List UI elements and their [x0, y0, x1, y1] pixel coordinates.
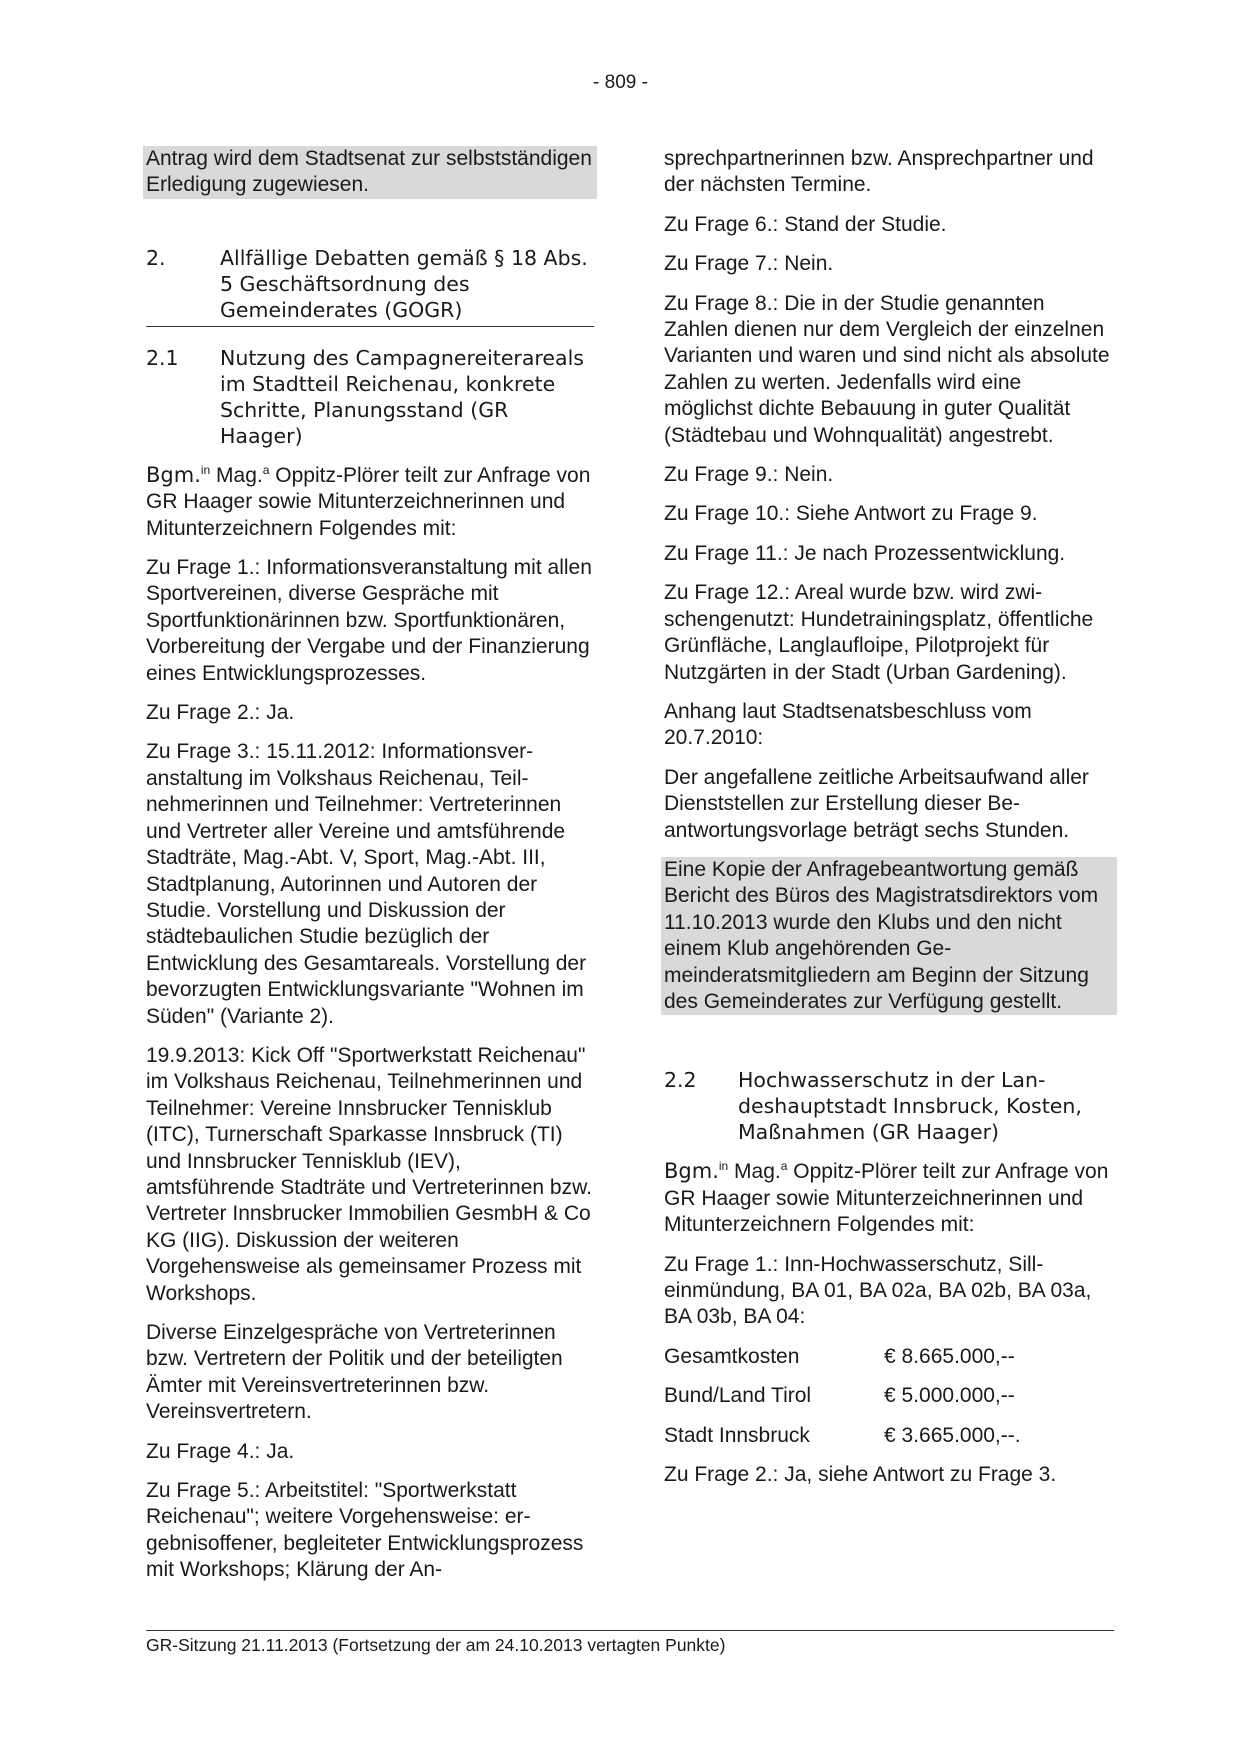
answer-paragraph: Der angefallene zeitliche Arbeitsaufwand aller Dienststellen zur Erstellung dieser Beantwortungsvorlage beträgt sechs Stunden.: [664, 765, 1089, 842]
answer-paragraph: Zu Frage 9.: Nein.: [664, 463, 834, 487]
assignment-note: Antrag wird dem Stadtsenat zur selbstständigen Erledigung zugewiesen.: [143, 146, 597, 199]
section-heading-2-1: [146, 345, 594, 449]
section-title: Allfällige Debatten gemäß § 18 Abs. 5 Geschäftsordnung des Gemeinderates (GOGR): [220, 245, 588, 322]
answer-paragraph: Zu Frage 8.: Die in der Studie genannten Zahlen dienen nur dem Vergleich der einzelnen Varianten und waren und sind nicht als absolute Zahlen zu werten. Jedenfalls wird eine möglichst dichte Bebauung in guter Qualität (Städtebau und Wohnqualität) angestrebt.: [664, 291, 1110, 447]
intro-paragraph: Bgm.$^{in}$ Mag.$^a$ Oppitz-Plörer teilt zur Anfrage von GR Haager sowie Mitunterzeichnerinnen und Mitunterzeichnern Folgendes mit:: [664, 1159, 1109, 1237]
answer-paragraph: Anhang laut Stadtsenatsbeschluss vom 20.7.2010:: [664, 699, 1032, 750]
left-column: [146, 146, 594, 1597]
page-footer: GR-Sitzung 21.11.2013 (Fortsetzung der am 24.10.2013 vertagten Punkte): [146, 1630, 1114, 1656]
section-number: 2.2: [664, 1068, 697, 1093]
section-heading-2: [146, 245, 594, 327]
answer-paragraph: 19.9.2013: Kick Off "Sportwerkstatt Reichenau" im Volkshaus Reichenau, Teilnehmerinnen und Teilnehmer: Vereine Innsbrucker Tennisklub (ITC), Turnerschaft Sparkasse Innsbruck (TI) und Innsbrucker Tennisklub (IEV), amtsführende Stadträte und Vertreterinnen bzw. Vertreter Innsbrucker Immobilien GesmbH & Co KG (IIG). Diskussion der weiteren Vorgehensweise als gemeinsamer Prozess mit Workshops.: [146, 1043, 592, 1305]
cost-label: Gesamtkosten: [664, 1344, 800, 1368]
page-number: - 809 -: [593, 72, 648, 93]
section-number: 2.: [146, 245, 166, 270]
answer-paragraph: Zu Frage 11.: Je nach Prozessentwicklung.: [664, 541, 1066, 565]
answer-paragraph: Zu Frage 1.: Inn-Hochwasserschutz, Silleinmündung, BA 01, BA 02a, BA 02b, BA 03a, BA 03b, BA 04:: [664, 1252, 1092, 1329]
cost-label: Stadt Innsbruck: [664, 1423, 810, 1447]
answer-paragraph: Zu Frage 1.: Informationsveranstaltung mit allen Sportvereinen, diverse Gespräche mit Sportfunktionärinnen bzw. Sportfunktionären, Vorbereitung der Vergabe und der Finanzierung eines Entwicklungsprozesses.: [146, 556, 592, 685]
answer-paragraph: Zu Frage 2.: Ja.: [146, 701, 295, 725]
section-heading-2-2: [664, 1067, 1114, 1145]
answer-paragraph: sprechpartnerinnen bzw. Ansprechpartner und der nächsten Termine.: [664, 147, 1094, 197]
answer-paragraph: Zu Frage 5.: Arbeitstitel: "Sportwerkstatt Reichenau"; weitere Vorgehensweise: ergebnisoffener, begleiteter Entwicklungsprozess mit Workshops; Klärung der An-: [146, 1479, 584, 1582]
answer-paragraph: Zu Frage 7.: Nein.: [664, 252, 834, 276]
section-title: Hochwasserschutz in der Landeshauptstadt Innsbruck, Kosten, Maßnahmen (GR Haager): [738, 1068, 1082, 1145]
cost-row: [664, 1344, 1114, 1370]
answer-paragraph: Zu Frage 6.: Stand der Studie.: [664, 212, 947, 236]
answer-paragraph: Zu Frage 10.: Siehe Antwort zu Frage 9.: [664, 502, 1038, 526]
cost-value: € 5.000.000,--: [884, 1384, 1015, 1408]
cost-row: [664, 1383, 1114, 1409]
answer-paragraph: Zu Frage 2.: Ja, siehe Antwort zu Frage 3.: [664, 1463, 1057, 1487]
answer-paragraph: Zu Frage 4.: Ja.: [146, 1439, 295, 1463]
answer-paragraph: Zu Frage 3.: 15.11.2012: Informationsveranstaltung im Volkshaus Reichenau, Teilnehmerinnen und Teilnehmer: Vertreterinnen und Vertreter aller Vereine und amtsführende Stadträte, Mag.-Abt. V, Sport, Mag.-Abt. III, Stadtplanung, Autorinnen und Autoren der Studie. Vorstellung und Diskussion der städtebaulichen Studie bezüglich der Entwicklung des Gesamtareals. Vorstellung der bevorzugten Entwicklungsvariante "Wohnen im Süden" (Variante 2).: [146, 740, 587, 1028]
answer-paragraph: Zu Frage 12.: Areal wurde bzw. wird zwischengenutzt: Hundetrainingsplatz, öffentliche Grünfläche, Langlaufloipe, Pilotprojekt für Nutzgärten in der Stadt (Urban Gardening).: [664, 581, 1094, 684]
section-number: 2.1: [146, 345, 179, 370]
cost-value: € 8.665.000,--: [884, 1344, 1015, 1368]
answer-paragraph: Diverse Einzelgespräche von Vertreterinnen bzw. Vertretern der Politik und der beteiligten Ämter mit Vereinsvertreterinnen bzw. Vereinsvertretern.: [146, 1321, 563, 1424]
section-title: Nutzung des Campagnereiterareals im Stadtteil Reichenau, konkrete Schritte, Planungsstand (GR Haager): [220, 345, 584, 448]
cost-label: Bund/Land Tirol: [664, 1384, 812, 1408]
cost-row: [664, 1423, 1114, 1449]
copy-note: Eine Kopie der Anfragebeantwortung gemäß Bericht des Büros des Magistratsdirektors vom 11.10.2013 wurde den Klubs und den nicht einem Klub angehörenden Gemeinderatsmitgliedern am Beginn der Sitzung des Gemeinderates zur Verfügung gestellt.: [661, 857, 1117, 1015]
right-column: [664, 146, 1114, 1501]
cost-value: € 3.665.000,--.: [884, 1423, 1021, 1447]
intro-paragraph: Bgm.$^{in}$ Mag.$^a$ Oppitz-Plörer teilt zur Anfrage von GR Haager sowie Mitunterzeichnerinnen und Mitunterzeichnern Folgendes mit:: [146, 462, 591, 540]
